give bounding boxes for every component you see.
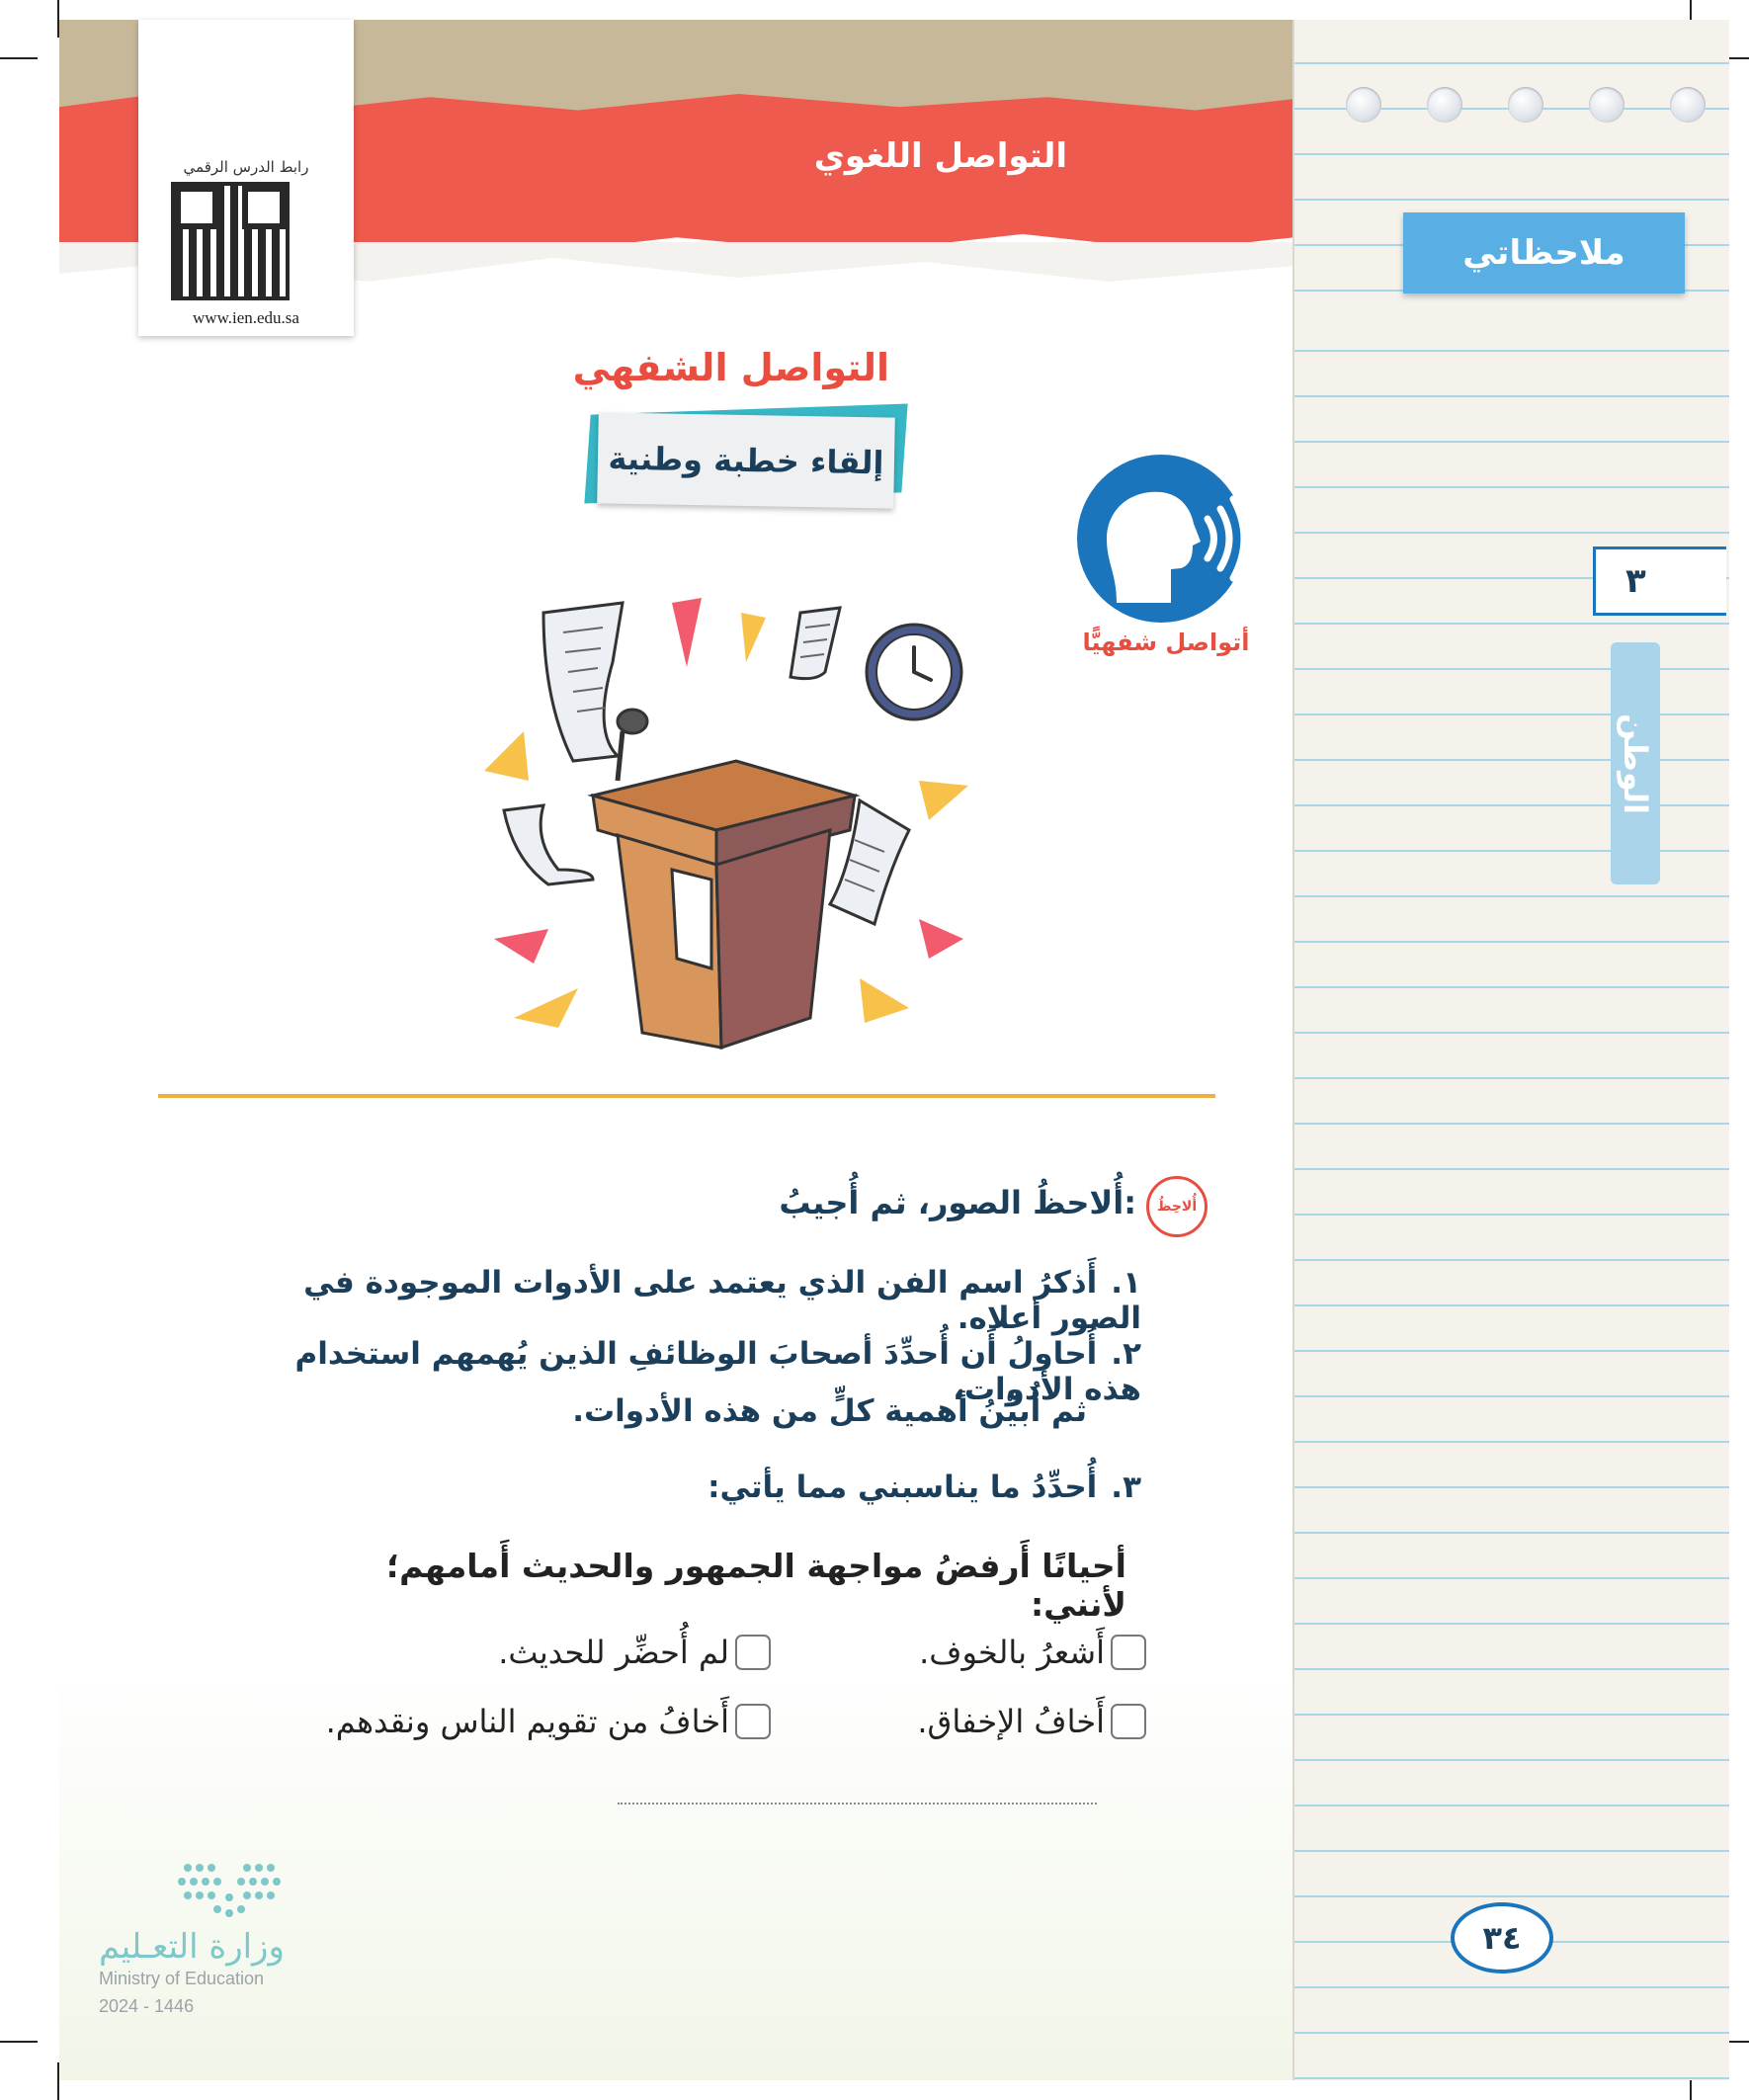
unit-name-tab (1611, 642, 1660, 884)
notes-tab: ملاحظاتي (1403, 212, 1685, 294)
qr-card[interactable] (138, 20, 354, 336)
option-label: أَخافُ الإخفاق. (917, 1703, 1105, 1740)
ministry-name-en: Ministry of Education (99, 1969, 265, 1988)
crop-mark (0, 57, 38, 59)
unit-number: ٣ (1593, 546, 1726, 616)
option-label: أَشعرُ بالخوف. (919, 1634, 1105, 1671)
question-number: ٢. (1111, 1336, 1141, 1372)
ministry-logo-icon (99, 1858, 356, 1927)
observe-icon: أُلاحِظُ (1146, 1176, 1208, 1237)
crop-mark (0, 2041, 38, 2043)
speaking-head-glyph (1077, 455, 1245, 623)
option-label: أَخافُ من تقويم الناس ونقدهم. (325, 1703, 729, 1740)
ministry-name-ar: وزارة التعـليم (99, 1927, 285, 1967)
speaking-head-icon (1077, 455, 1245, 623)
checkbox-criticism[interactable] (735, 1704, 771, 1739)
option-unprepared[interactable] (498, 1634, 771, 1671)
question-number: ١. (1111, 1265, 1141, 1301)
topic-banner (598, 415, 914, 504)
podium-icon (474, 583, 988, 1057)
qr-label: رابط الدرس الرقمي (183, 158, 309, 176)
option-criticism[interactable] (326, 1703, 771, 1740)
question-text: ثم أُبيِّنُ أهمية كلٍّ من هذه الأدوات. (572, 1393, 1087, 1429)
binder-hole-icon (1508, 87, 1543, 123)
question-text: أَذكرُ اسم الفن الذي يعتمد على الأدوات الموجودة في الصور أعلاه. (303, 1265, 1141, 1336)
unit-name: الوطن (1617, 713, 1654, 814)
notes-panel[interactable] (1292, 20, 1729, 2080)
statement: أحيانًا أَرفضُ مواجهة الجمهور والحديث أَمامهم؛ لأنني: (385, 1547, 1126, 1624)
question-number: ٣. (1111, 1470, 1141, 1505)
question-2-continued (296, 1393, 1087, 1429)
binder-hole-icon (1346, 87, 1381, 123)
qr-code-icon[interactable] (175, 186, 286, 296)
exercise-intro: أُلاحظُ الصور، ثم أُجيبُ: (779, 1184, 1136, 1221)
checkbox-fear[interactable] (1111, 1635, 1146, 1670)
answer-line[interactable] (618, 1803, 1097, 1805)
checkbox-failure[interactable] (1111, 1704, 1146, 1739)
option-fear[interactable] (919, 1634, 1146, 1671)
checkbox-unprepared[interactable] (735, 1635, 771, 1670)
binder-hole-icon (1589, 87, 1624, 123)
ministry-year: 2024 - 1446 (99, 1996, 195, 2016)
topic-title: إلقاء خطبة وطنية (597, 412, 895, 508)
binder-hole-icon (1670, 87, 1706, 123)
question-1 (252, 1265, 1141, 1336)
podium-illustration (474, 583, 988, 1057)
oral-communication-label: أتواصل شفهيًّا (1082, 629, 1250, 656)
section-title: التواصل الشفهي (572, 346, 889, 389)
question-3 (450, 1470, 1141, 1505)
option-label: لم أُحضِّر للحديث. (498, 1634, 729, 1671)
section-divider (158, 1094, 1215, 1098)
question-text: أُحاولُ أَن أُحدِّدَ أصحابَ الوظائفِ الذين يُهمهم استخدام هذه الأدوات، (294, 1336, 1141, 1407)
qr-url[interactable]: www.ien.edu.sa (193, 308, 299, 327)
page-number: ٣٤ (1451, 1902, 1553, 1974)
binder-hole-icon (1427, 87, 1462, 123)
question-text: أُحدِّدُ ما يناسبني مما يأتي: (708, 1470, 1098, 1505)
lesson-title: التواصل اللغوي (813, 136, 1067, 176)
option-failure[interactable] (917, 1703, 1146, 1740)
